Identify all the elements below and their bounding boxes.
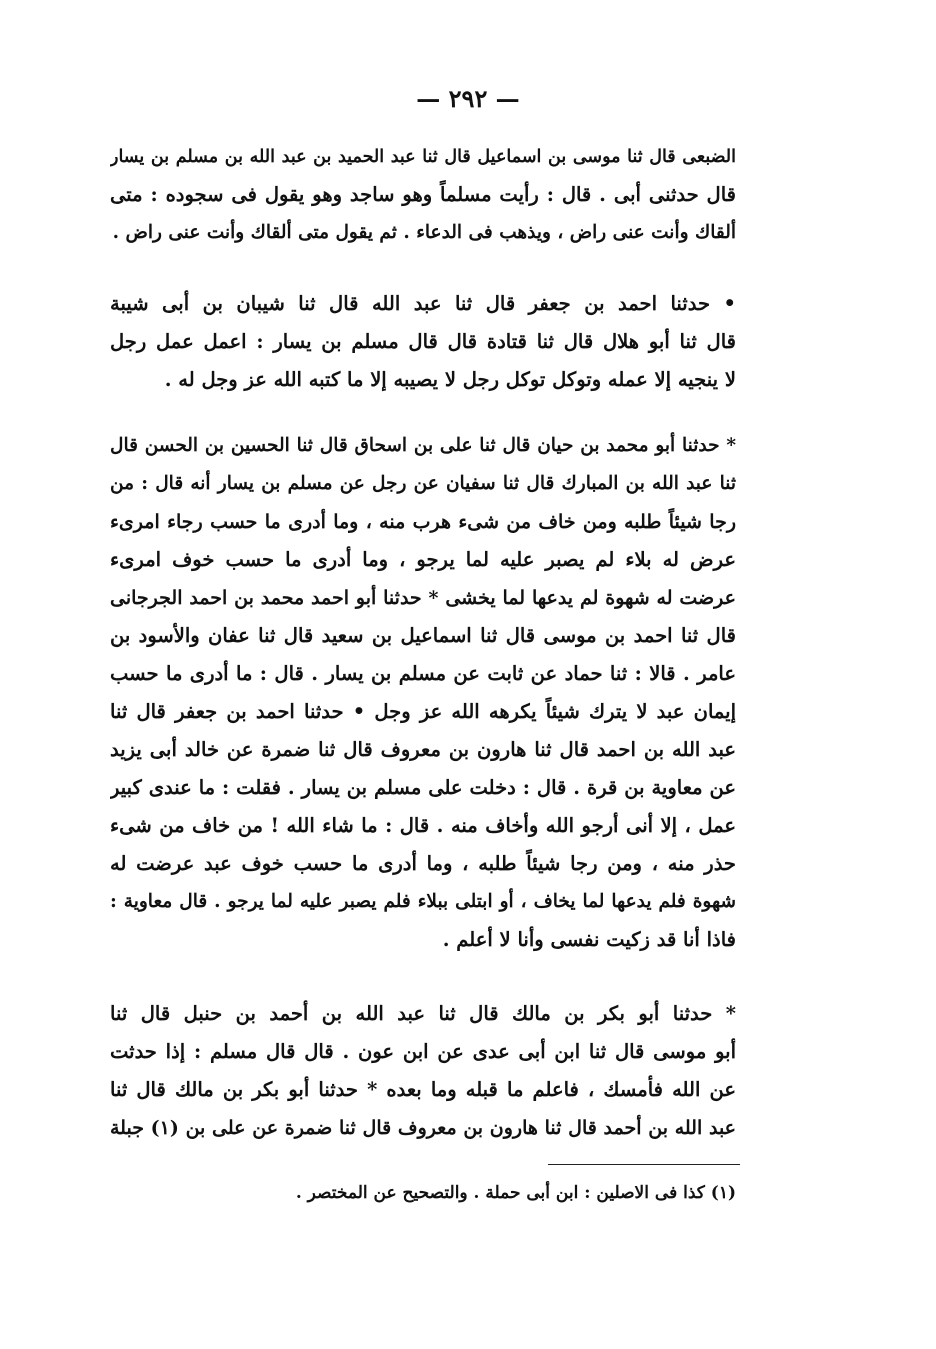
text-line: عرضت له شهوة لم يدعها لما يخشى * حدثنا أبو احمد محمد بن احمد الجرجانى — [110, 587, 736, 609]
text-line: حذر منه ، ومن رجا شيئاً طلبه ، وما أدرى ما حسب خوف عبد عرضت له — [110, 852, 736, 875]
text-line: رجا شيئاً طلبه ومن خاف من شىء هرب منه ، وما أدرى ما حسب رجاء امرىء — [110, 511, 736, 533]
text-line: قال ثنا أبو هلال قال ثنا قتادة قال قال مسلم بن يسار : اعمل عمل رجل — [110, 330, 736, 353]
text-line: أبو موسى قال ثنا ابن أبى عدى عن ابن عون . قال قال مسلم : إذا حدثت — [110, 1040, 736, 1063]
text-line: عبد الله بن أحمد قال ثنا هارون بن معروف قال ثنا ضمرة عن على بن (١) جبلة — [110, 1117, 736, 1139]
text-line: قال ثنا احمد بن موسى قال ثنا اسماعيل بن سعيد قال ثنا عفان والأسود بن — [110, 624, 736, 647]
paragraph-3 — [110, 427, 736, 959]
footnote: (١) كذا فى الاصلين : ابن أبى حملة . والتصحيح عن المختصر . — [295, 1183, 736, 1203]
paragraph-2 — [110, 285, 736, 399]
text-line: إيمان عبد لا يترك شيئاً يكرهه الله عز وجل • حدثنا احمد بن جعفر قال ثنا — [110, 700, 736, 723]
paragraph-1 — [110, 138, 736, 252]
text-line: شهوة فلم يدعها لما يخاف ، أو ابتلى ببلاء فلم يصبر عليه لما يرجو . قال معاوية : — [110, 891, 736, 912]
text-line: ألقاك وأنت عنى راض ، ويذهب فى الدعاء . ثم يقول متى ألقاك وأنت عنى راض . — [112, 222, 736, 243]
page-number: — ٢٩٢ — — [416, 84, 520, 113]
text-line: عمل ، إلا أنى أرجو الله وأخاف منه . قال : ما شاء الله ! من خاف من شىء — [110, 814, 736, 837]
text-line: عن الله فأمسك ، فاعلم ما قبله وما بعده * حدثنا أبو بكر بن مالك قال ثنا — [110, 1078, 736, 1101]
text-line: لا ينجيه إلا عمله وتوكل توكل رجل لا يصيبه إلا ما كتبه الله عز وجل له . — [164, 368, 736, 391]
paragraph-4 — [110, 995, 736, 1147]
text-line: ثنا عبد الله بن المبارك قال ثنا سفيان عن رجل عن مسلم بن يسار أنه قال : من — [110, 473, 736, 494]
text-line: * حدثنا أبو محمد بن حيان قال ثنا على بن اسحاق قال ثنا الحسين بن الحسن قال — [110, 435, 736, 456]
text-line: • حدثنا احمد بن جعفر قال ثنا عبد الله قال ثنا شيبان بن أبى شيبة — [110, 292, 736, 315]
text-line: قال حدثنى أبى . قال : رأيت مسلماً وهو ساجد وهو يقول فى سجوده : متى — [110, 183, 736, 206]
text-line: عن معاوية بن قرة . قال : دخلت على مسلم بن يسار . فقلت : ما عندى كبير — [110, 776, 736, 799]
text-line: عامر . قالا : ثنا حماد عن ثابت عن مسلم بن يسار . قال : ما أدرى ما حسب — [110, 662, 736, 685]
text-line: الضبعى قال ثنا موسى بن اسماعيل قال ثنا عبد الحميد بن عبد الله بن مسلم بن يسار — [110, 147, 736, 167]
text-line: * حدثنا أبو بكر بن مالك قال ثنا عبد الله بن أحمد بن حنبل قال ثنا — [110, 1002, 736, 1025]
footnote-divider — [548, 1164, 740, 1165]
text-line: فاذا أنا قد زكيت نفسى وأنا لا أعلم . — [442, 928, 736, 951]
text-line: عرض له بلاء لم يصبر عليه لما يرجو ، وما أدرى ما حسب خوف امرىء — [110, 548, 736, 571]
text-line: عبد الله بن احمد قال ثنا هارون بن معروف قال ثنا ضمرة عن خالد أبى يزيد — [110, 738, 736, 761]
